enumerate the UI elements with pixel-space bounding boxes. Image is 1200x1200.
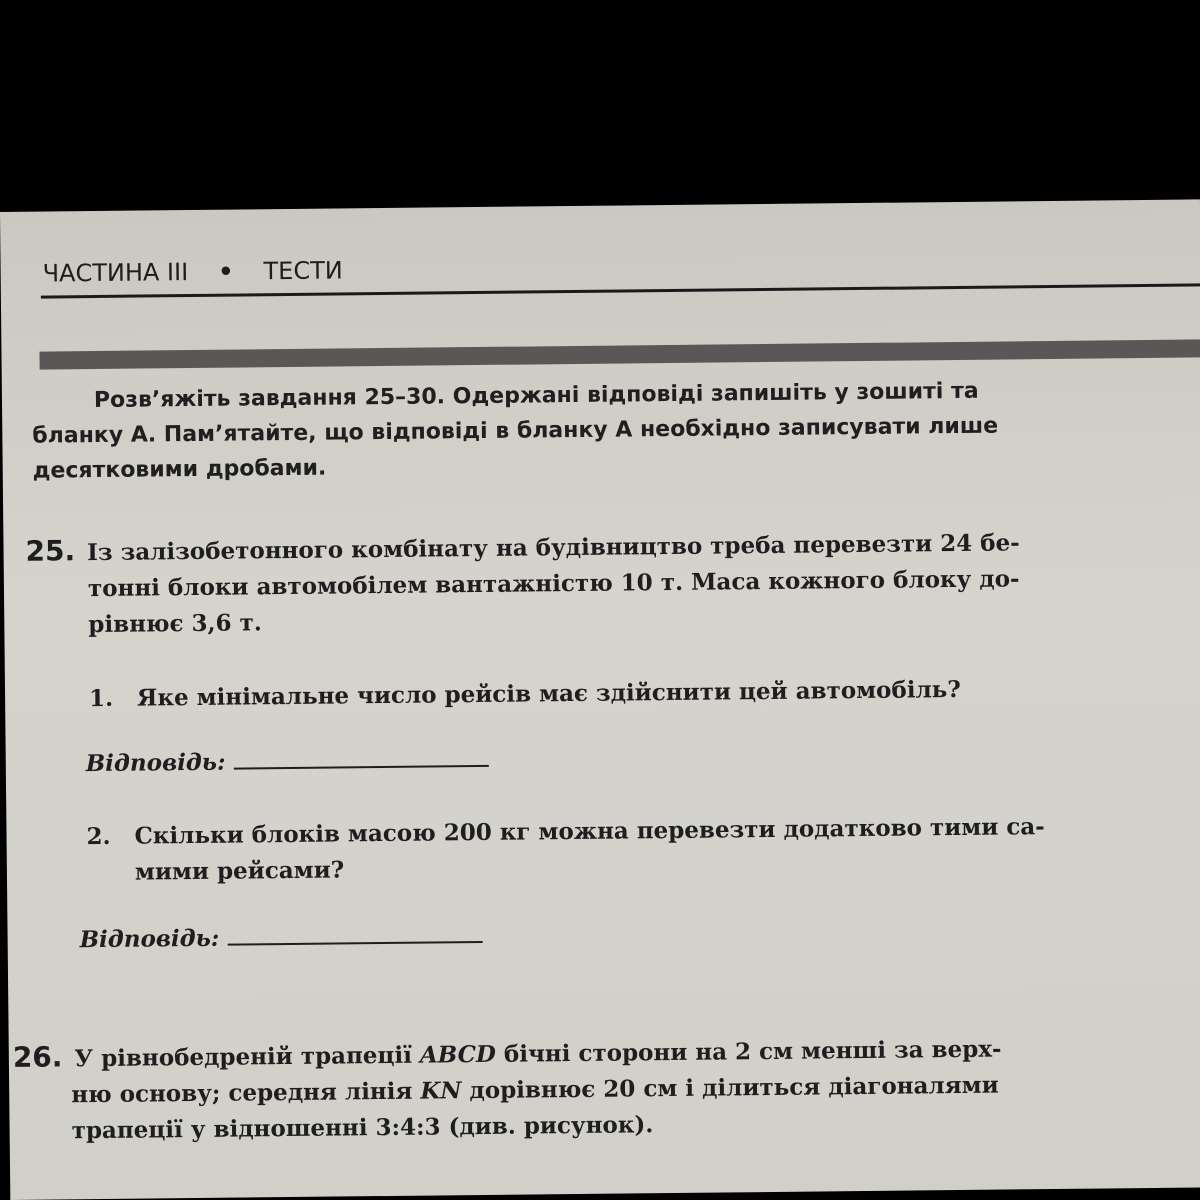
question-1-number: 1. [88,684,114,713]
task-25-question-1 [89,672,961,717]
instructions [32,372,1148,489]
task-26-line-3: трапеції у відношенні 3:4:3 (див. рисунок). [71,1111,654,1145]
page-header [43,256,343,287]
answer-1 [86,743,489,777]
task-25-line-1: Із залізобетонного комбінату на будівництво треба перевезти 24 бе- [87,529,1020,567]
header-separator: • [218,257,234,286]
answer-2-field[interactable] [227,919,482,946]
header-part: ЧАСТИНА III [42,258,189,288]
task-26-line-2b: дорівнює 20 см і ділиться діагоналями [469,1071,999,1105]
answer-1-field[interactable] [233,743,488,770]
question-2-number: 2. [86,822,111,851]
midline-name: KN [420,1077,462,1105]
textbook-page [0,199,1200,1200]
task-25-number: 25. [25,534,76,568]
section-band [39,339,1200,369]
task-26-number: 26. [12,1040,63,1074]
answer-2-label: Відповідь: [79,924,220,954]
task-25 [25,522,1176,644]
question-1-text: Яке мінімальне число рейсів має здійснити цей автомобіль? [136,675,961,712]
task-25-question-2 [86,809,1045,891]
task-26 [13,1027,1200,1149]
question-2-line-2: мими рейсами? [134,856,345,886]
task-25-line-2: тонні блоки автомобілем вантажністю 10 т. Маса кожного блоку до- [87,565,1020,603]
question-2-line-1: Скільки блоків масою 200 кг можна перевезти додатково тими са- [134,813,1045,850]
answer-1-label: Відповідь: [85,748,226,778]
task-26-line-1a: У рівнобедреній трапеції [74,1041,413,1073]
instructions-line-1: Розв’яжіть завдання 25–30. Одержані відповіді запишіть у зошиті та [93,378,979,414]
header-section: ТЕСТИ [263,256,343,286]
instructions-line-2: бланку А. Пам’ятайте, що відповіді в бланку А необхідно записувати лише [32,413,999,449]
answer-2 [79,919,482,953]
trapezoid-name: ABCD [419,1040,497,1069]
task-26-line-2a: ню основу; середня лінія [71,1077,413,1109]
task-26-line-1b: бічні сторони на 2 см менші за верх- [503,1035,1002,1068]
instructions-line-3: десятковими дробами. [32,455,327,484]
task-25-line-3: рівнює 3,6 т. [88,609,262,639]
